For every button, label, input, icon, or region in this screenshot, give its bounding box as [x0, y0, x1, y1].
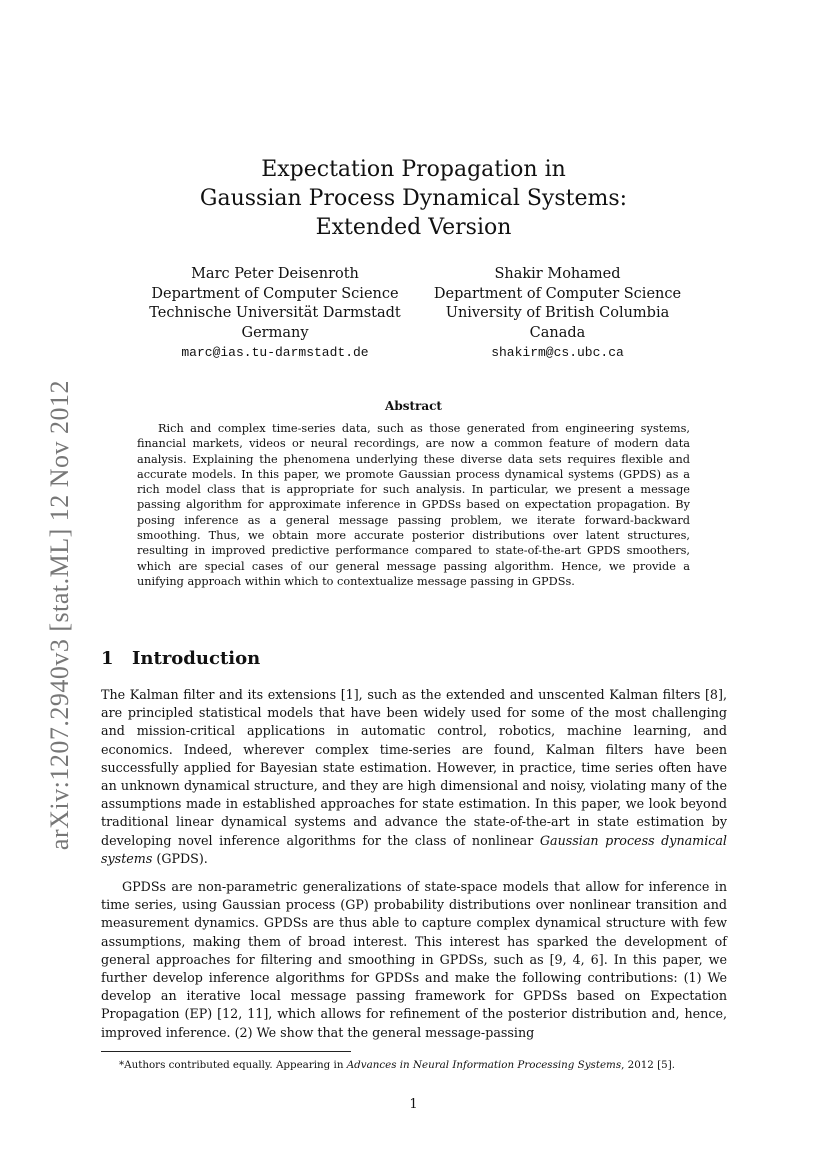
author-department: Department of Computer Science — [151, 285, 399, 302]
arxiv-identifier-stamp: arXiv:1207.2940v3 [stat.ML] 12 Nov 2012 — [45, 379, 74, 851]
abstract-text: Rich and complex time-series data, such as those generated from engineering systems, financial markets, videos or neural recordings, are now a common feature of modern data analysis. Explaining the phenomena underlying these diverse data sets requires flexible and accurate models. In this paper, we promote Gaussian process dynamical systems (GPDS) as a rich model class that is appropriate for such analysis. In particular, we present a message passing algorithm for approximate inference in GPDSs based on expectation propagation. By posing inference as a general message passing problem, we iterate forward-backward smoothing. Thus, we obtain more accurate posterior distributions over latent structures, resulting in improved predictive performance compared to state-of-the-art GPDS smoothers, which are special cases of our general message passing algorithm. Hence, we provide a unifying approach within which to contextualize message passing in GPDSs. — [137, 422, 690, 588]
title-line-3: Extended Version — [315, 215, 512, 240]
section-number: 1 — [101, 648, 114, 669]
footnote-text: , 2012 [5]. — [621, 1059, 675, 1071]
intro-paragraph-2: GPDSs are non-parametric generalizations of state-space models that allow for inference in time series, using Gaussian process (GP) probability distributions over nonlinear transition and measurement dynamics. GPDSs are thus able to capture complex dynamical structure with few assumptions, making them of broad interest. This interest has sparked the development of general approaches for filtering and smoothing in GPDSs, such as [9, 4, 6]. In this paper, we further develop inference algorithms for GPDSs and make the following contributions: (1) We develop an iterative local message passing framework for GPDSs based on Expectation Propagation (EP) [12, 11], which allows for refinement of the posterior distribution and, hence, improved inference. (2) We show that the general message-passing — [101, 879, 727, 1040]
footnote — [101, 1058, 727, 1072]
author-email[interactable]: shakirm@cs.ubc.ca — [491, 345, 624, 360]
emphasized-term: Gaussian process dynamical systems — [101, 832, 727, 866]
section-heading — [101, 648, 260, 669]
title-line-2: Gaussian Process Dynamical Systems: — [199, 186, 628, 211]
paragraph-text: The Kalman filter and its extensions [1], such as the extended and unscented Kalman filters [8], are principled statistical models that have been widely used for some of the most challenging and mission-critical applications in automatic control, robotics, machine learning, and economics. Indeed, wherever complex time-series are found, Kalman filters have been successfully applied for Bayesian state estimation. However, in practice, time series often have an unknown dynamical structure, and they are high dimensional and noisy, violating many of the assumptions made in established approaches for state estimation. In this paper, we look beyond traditional linear dynamical systems and advance the state-of-the-art in state estimation by developing novel inference algorithms for the class of nonlinear — [101, 687, 727, 848]
intro-paragraph-1 — [101, 686, 727, 868]
footnote-venue: Advances in Neural Information Processing Systems — [346, 1059, 622, 1071]
footnote-divider — [101, 1051, 351, 1052]
paragraph-text: (GPDS). — [152, 850, 208, 866]
author-department: Department of Computer Science — [433, 285, 682, 302]
paper-title — [150, 155, 677, 242]
author-country: Canada — [529, 324, 586, 341]
author-block-2 — [425, 265, 690, 363]
author-name: Shakir Mohamed — [494, 266, 621, 282]
author-institution: Technische Universität Darmstadt — [149, 305, 401, 321]
author-email[interactable]: marc@ias.tu-darmstadt.de — [181, 345, 369, 360]
author-institution: University of British Columbia — [445, 305, 670, 321]
abstract-heading: Abstract — [385, 399, 442, 413]
page-number: 1 — [409, 1097, 418, 1112]
section-title: Introduction — [132, 648, 261, 669]
author-country: Germany — [241, 324, 309, 341]
author-name: Marc Peter Deisenroth — [191, 266, 359, 282]
author-block-1 — [140, 265, 410, 363]
footnote-text: *Authors contributed equally. Appearing in — [119, 1059, 347, 1071]
title-line-1: Expectation Propagation in — [261, 157, 566, 182]
